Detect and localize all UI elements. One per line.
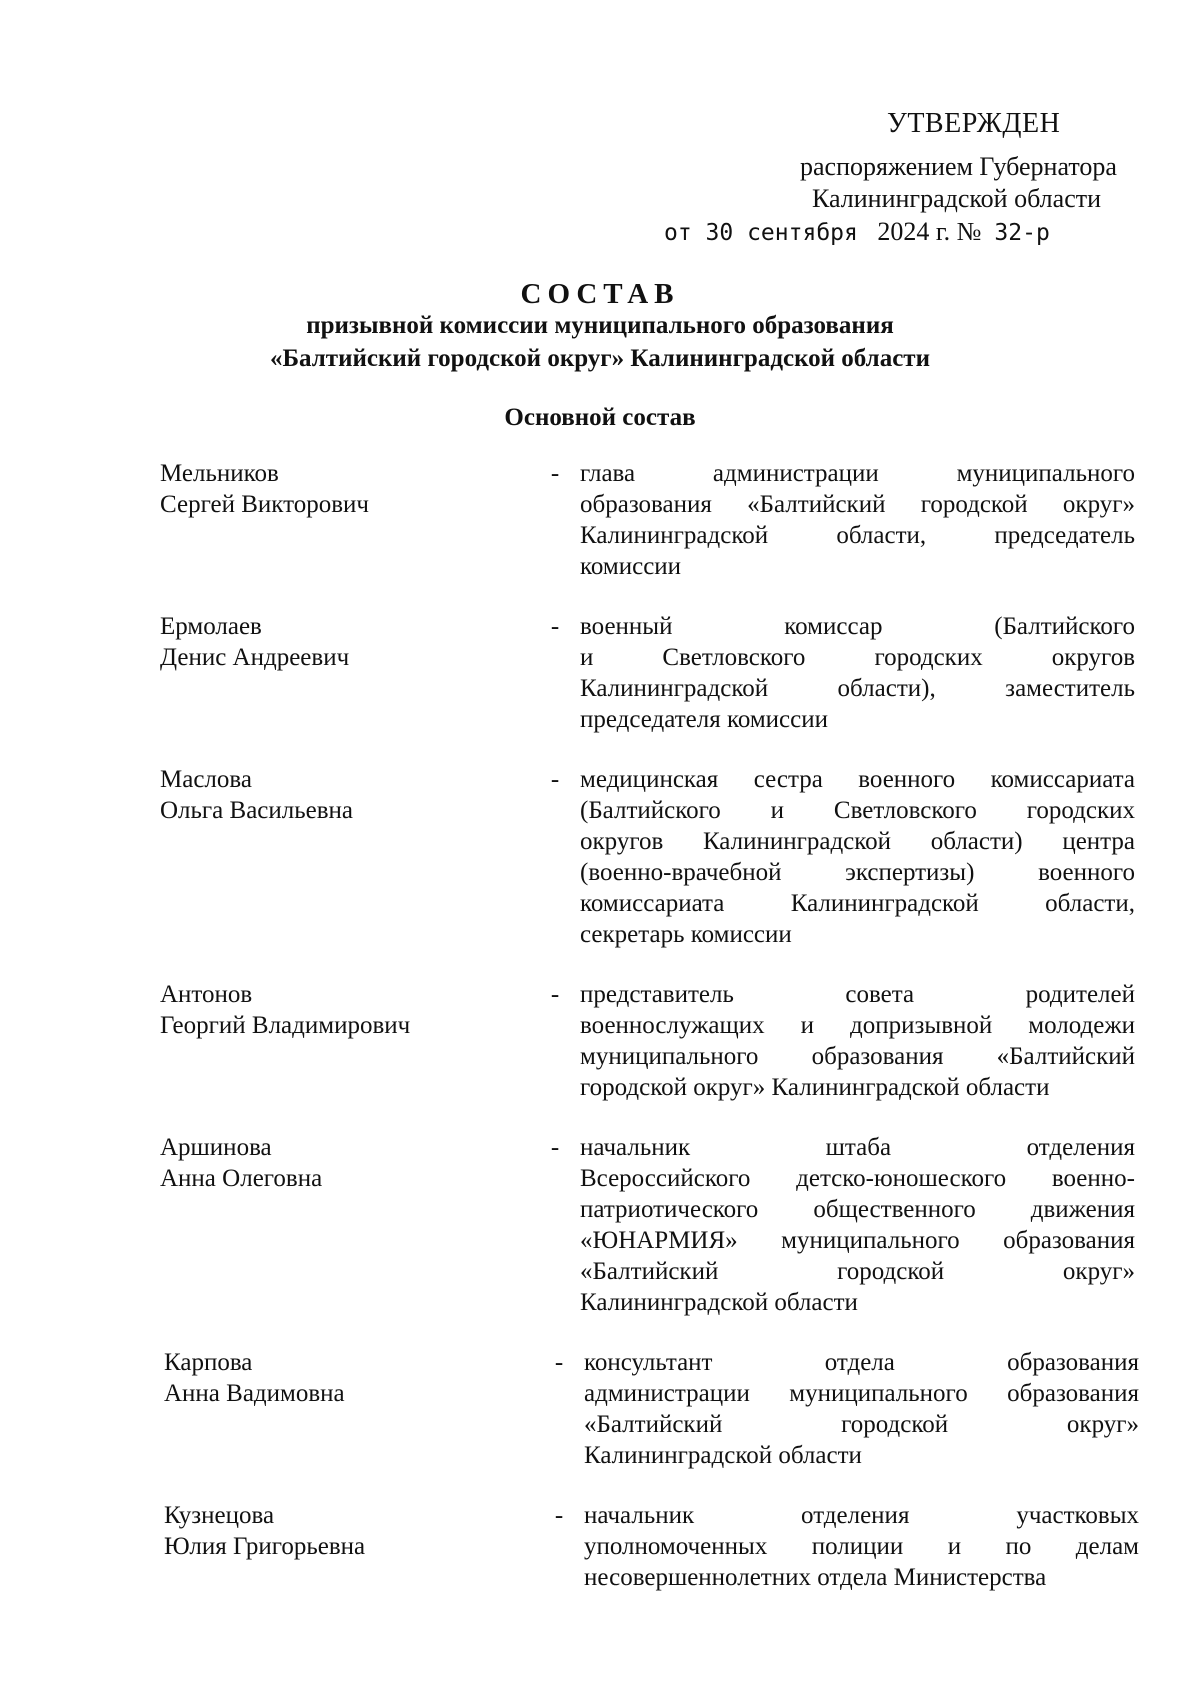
member-role-line: (военно-врачебной экспертизы) военного — [580, 859, 1135, 886]
member-role-line: Всероссийского детско-юношеского военно- — [580, 1165, 1135, 1192]
member-surname: Ермолаев — [160, 613, 262, 640]
member-role-line: округов Калининградской области) центра — [580, 828, 1135, 855]
member-role-line: секретарь комиссии — [580, 921, 792, 948]
member-row — [160, 458, 1145, 582]
approval-date: от 30 сентября — [664, 220, 858, 246]
member-role-line: Калининградской области, председатель — [580, 522, 1135, 549]
member-role-line: консультант отдела образования — [584, 1349, 1139, 1376]
member-role-line: Калининградской области — [584, 1442, 862, 1469]
member-role — [580, 1132, 1135, 1318]
member-role-line: глава администрации муниципального — [580, 460, 1135, 487]
approval-title: УТВЕРЖДЕН — [887, 108, 1061, 139]
member-role-line: комиссии — [580, 553, 682, 580]
member-role — [584, 1347, 1139, 1471]
member-role-line: «Балтийский городской округ» — [580, 1258, 1135, 1285]
approval-authority: распоряжением Губернатора — [800, 152, 1117, 181]
section-heading: Основной состав — [504, 404, 696, 431]
member-given-names: Сергей Викторович — [160, 491, 369, 518]
member-role-line: начальник отделения участковых — [584, 1502, 1139, 1529]
member-role-line: администрации муниципального образования — [584, 1380, 1139, 1407]
member-dash: - — [554, 1349, 564, 1376]
document-subtitle-1: призывной комиссии муниципального образования — [306, 312, 894, 339]
member-surname: Маслова — [160, 766, 252, 793]
approval-number: 32-р — [994, 220, 1050, 246]
approval-region: Калининградской области — [812, 184, 1102, 213]
member-row — [160, 611, 1145, 735]
member-role-line: патриотического общественного движения — [580, 1196, 1135, 1223]
member-dash: - — [550, 1134, 560, 1161]
member-surname: Кузнецова — [164, 1502, 275, 1529]
member-surname: Карпова — [164, 1349, 253, 1376]
member-role-line: военнослужащих и допризывной молодежи — [580, 1012, 1135, 1039]
member-role-line: председателя комиссии — [580, 706, 828, 733]
document-title: СОСТАВ — [520, 278, 680, 310]
member-surname: Мельников — [160, 460, 279, 487]
member-row — [160, 1500, 1145, 1593]
member-role-line: и Светловского городских округов — [580, 644, 1135, 671]
member-role-line: муниципального образования «Балтийский — [580, 1043, 1135, 1070]
member-given-names: Анна Вадимовна — [164, 1380, 345, 1407]
member-dash: - — [554, 1502, 564, 1529]
member-role-line: уполномоченных полиции и по делам — [584, 1533, 1139, 1560]
member-role — [584, 1500, 1139, 1593]
member-surname: Аршинова — [160, 1134, 272, 1161]
member-row — [160, 1132, 1145, 1318]
member-role-line: медицинская сестра военного комиссариата — [580, 766, 1135, 793]
member-row — [160, 979, 1145, 1103]
document-subtitle-2: «Балтийский городской округ» Калининградской области — [270, 345, 930, 372]
member-role-line: «ЮНАРМИЯ» муниципального образования — [580, 1227, 1135, 1254]
member-role — [580, 764, 1135, 950]
member-dash: - — [550, 766, 560, 793]
member-given-names: Юлия Григорьевна — [164, 1533, 366, 1560]
member-role-line: Калининградской области), заместитель — [580, 675, 1135, 702]
member-role-line: образования «Балтийский городской округ» — [580, 491, 1135, 518]
member-role-line: городской округ» Калининградской области — [580, 1074, 1050, 1101]
member-dash: - — [550, 981, 560, 1008]
member-surname: Антонов — [160, 981, 253, 1008]
member-role-line: несовершеннолетних отдела Министерства — [584, 1564, 1047, 1591]
approval-year: 2024 г. № — [877, 217, 982, 246]
member-given-names: Георгий Владимирович — [160, 1012, 411, 1039]
member-role-line: комиссариата Калининградской области, — [580, 890, 1135, 917]
approval-date-line — [664, 217, 1050, 247]
member-name — [160, 1500, 539, 1562]
member-given-names: Денис Андреевич — [160, 644, 350, 671]
member-row — [160, 1347, 1145, 1471]
member-given-names: Анна Олеговна — [160, 1165, 323, 1192]
member-dash: - — [550, 613, 560, 640]
member-role-line: начальник штаба отделения — [580, 1134, 1135, 1161]
member-dash: - — [550, 460, 560, 487]
member-name — [160, 1132, 535, 1194]
member-role-line: Калининградской области — [580, 1289, 858, 1316]
member-role-line: представитель совета родителей — [580, 981, 1135, 1008]
member-name — [160, 611, 535, 673]
member-role-line: военный комиссар (Балтийского — [580, 613, 1135, 640]
member-row — [160, 764, 1145, 950]
member-role — [580, 979, 1135, 1103]
member-role-line: (Балтийского и Светловского городских — [580, 797, 1135, 824]
member-name — [160, 764, 535, 826]
member-name — [160, 458, 535, 520]
member-role-line: «Балтийский городской округ» — [584, 1411, 1139, 1438]
member-role — [580, 458, 1135, 582]
member-name — [160, 1347, 539, 1409]
member-name — [160, 979, 535, 1041]
member-given-names: Ольга Васильевна — [160, 797, 354, 824]
members-list — [160, 458, 1145, 1622]
member-role — [580, 611, 1135, 735]
